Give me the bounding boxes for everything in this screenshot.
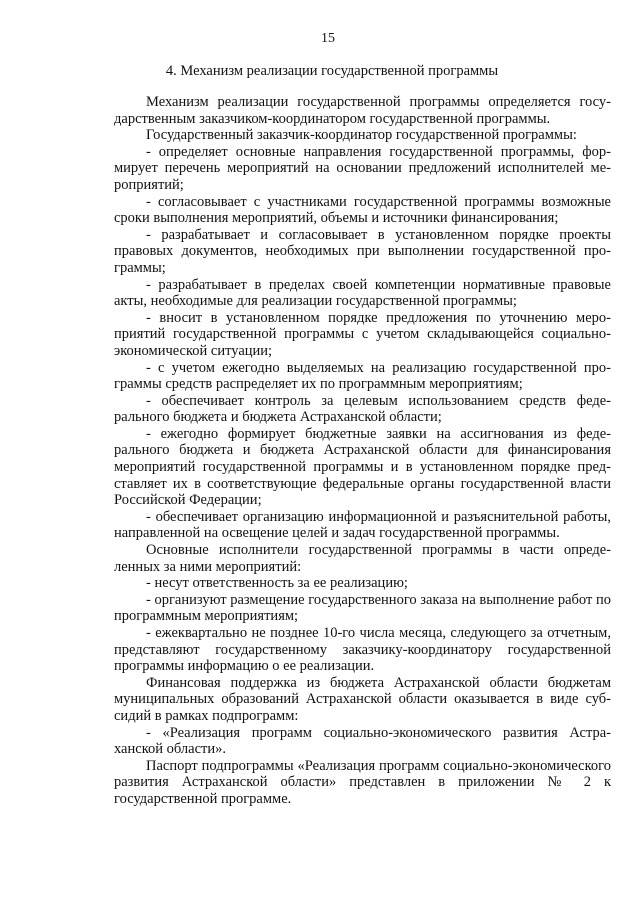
paragraph: Государственный заказчик-координатор государственной программы: [146,127,577,144]
list-item: - определяет основные направления государственной программы, формирует перечень мероприятий на основании предложений исполнителей мероприятий; [114,143,611,193]
list-item: - согласовывает с участниками государственной программы возможные сроки выполнения мероприятий, объемы и источники финансирования; [114,193,611,227]
section-heading: 4. Механизм реализации государственной программы [165,63,499,79]
list-item: - «Реализация программ социально-экономического развития Астраханской области». [114,724,611,758]
list-item: - разрабатывает в пределах своей компетенции нормативные правовые акты, необходимые для реализации государственной программы; [114,276,611,310]
list-item: - ежегодно формирует бюджетные заявки на ассигнования из федерального бюджета и бюджета Астраханской области для финансирования мероприятий государственной программы и в установленном порядке представляет их в соответствующие федеральные органы государственной власти Российской Федерации; [114,425,611,509]
list-item: - ежеквартально не позднее 10-го числа месяца, следующего за отчетным, представляют государственному заказчику-координатору государственной программы информацию о ее реализации. [114,625,611,675]
paragraph: Финансовая поддержка из бюджета Астраханской области бюджетам муниципальных образований Астраханской области оказывается в виде субсидий в рамках подпрограмм: [114,674,611,724]
list-item: - разрабатывает и согласовывает в установленном порядке проекты правовых документов, необходимых при выполнении государственной программы; [114,226,611,276]
list-item: - обеспечивает контроль за целевым использованием средств федерального бюджета и бюджета Астраханской области; [114,392,611,426]
section-body [114,94,611,808]
page-number: 15 [321,31,335,46]
list-item: - вносит в установленном порядке предложения по уточнению мероприятий государственной программы с учетом складывающейся социально-экономической ситуации; [114,309,611,359]
list-item: - обеспечивает организацию информационной и разъяснительной работы, направленной на освещение целей и задач государственной программы. [114,508,611,542]
list-item: - несут ответственность за ее реализацию; [146,575,408,592]
paragraph: Основные исполнители государственной программы в части определенных за ними мероприятий: [114,542,611,575]
paragraph: Механизм реализации государственной программы определяется государственным заказчиком-координатором государственной программы. [114,94,611,127]
list-item: - с учетом ежегодно выделяемых на реализацию государственной программы средств распределяет их по программным мероприятиям; [114,359,611,393]
paragraph: Паспорт подпрограммы «Реализация программ социально-экономического развития Астраханской области» представлен в приложении № 2 к государственной программе. [114,757,611,807]
list-item: - организуют размещение государственного заказа на выполнение работ по программным мероприятиям; [114,591,611,625]
